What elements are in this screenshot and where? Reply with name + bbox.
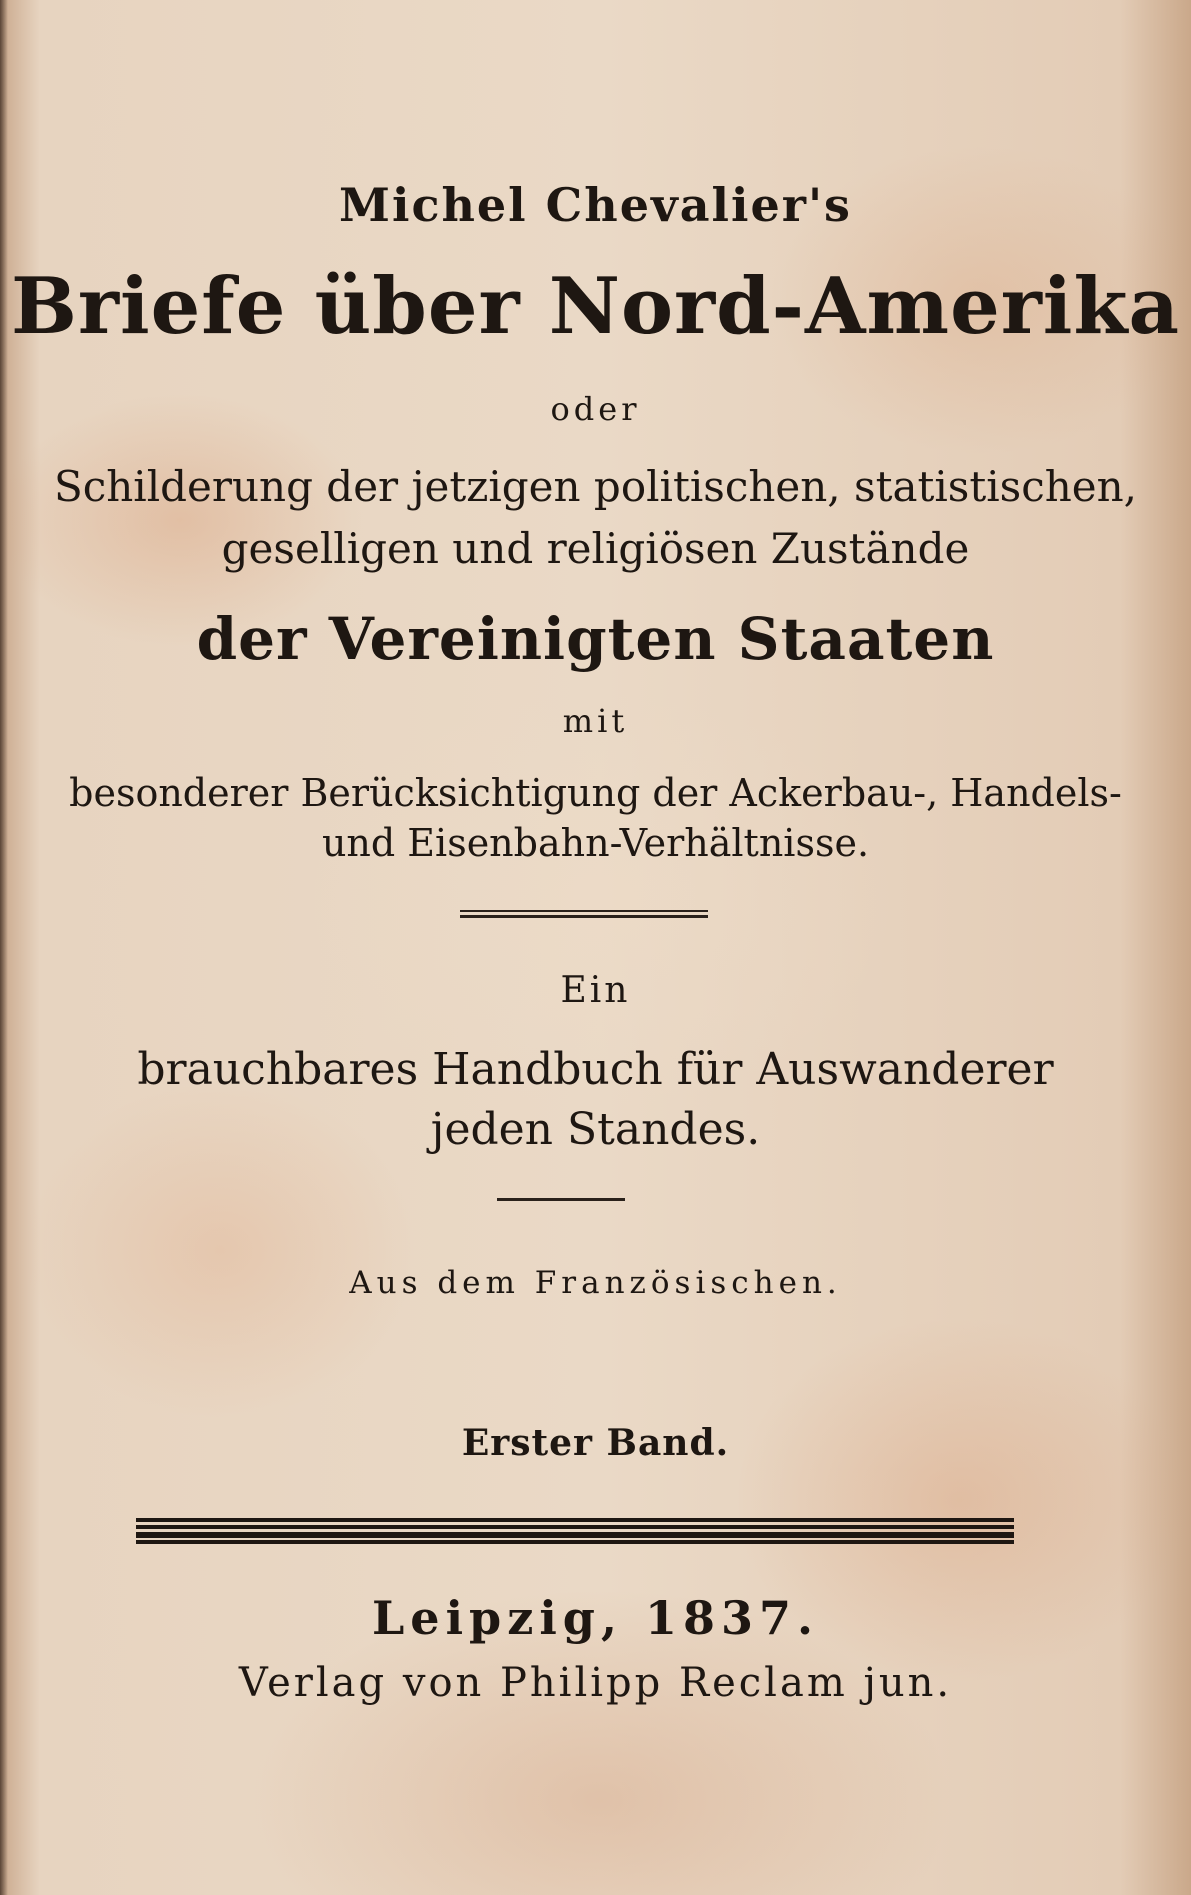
volume-label: Erster Band. bbox=[461, 1422, 730, 1464]
author-name: Michel Chevalier's bbox=[339, 178, 852, 232]
double-rule bbox=[460, 910, 708, 918]
subtitle-line-1: Schilderung der jetzigen politischen, statistischen, bbox=[53, 462, 1138, 511]
place-and-year: Leipzig, 1837. bbox=[371, 1591, 820, 1645]
subtitle-line-2: geselligen und religiösen Zustände bbox=[221, 524, 970, 573]
focus-line-1: besonderer Berücksichtigung der Ackerbau-, Handels- bbox=[69, 771, 1122, 815]
focus-line-2: und Eisenbahn-Verhältnisse. bbox=[321, 821, 870, 865]
handbook-line-2: jeden Standes. bbox=[430, 1104, 761, 1155]
connector-oder: oder bbox=[550, 390, 641, 428]
thick-ornamental-rule bbox=[136, 1518, 1014, 1544]
book-title: Briefe über Nord-Amerika bbox=[10, 261, 1181, 352]
handbook-line-1: brauchbares Handbuch für Auswanderer bbox=[137, 1044, 1054, 1095]
publisher: Verlag von Philipp Reclam jun. bbox=[238, 1660, 953, 1706]
connector-mit: mit bbox=[562, 702, 629, 740]
connector-ein: Ein bbox=[560, 970, 631, 1011]
translation-note: Aus dem Französischen. bbox=[349, 1265, 842, 1301]
short-rule bbox=[497, 1198, 625, 1201]
subtitle-line-3: der Vereinigten Staaten bbox=[196, 605, 995, 673]
